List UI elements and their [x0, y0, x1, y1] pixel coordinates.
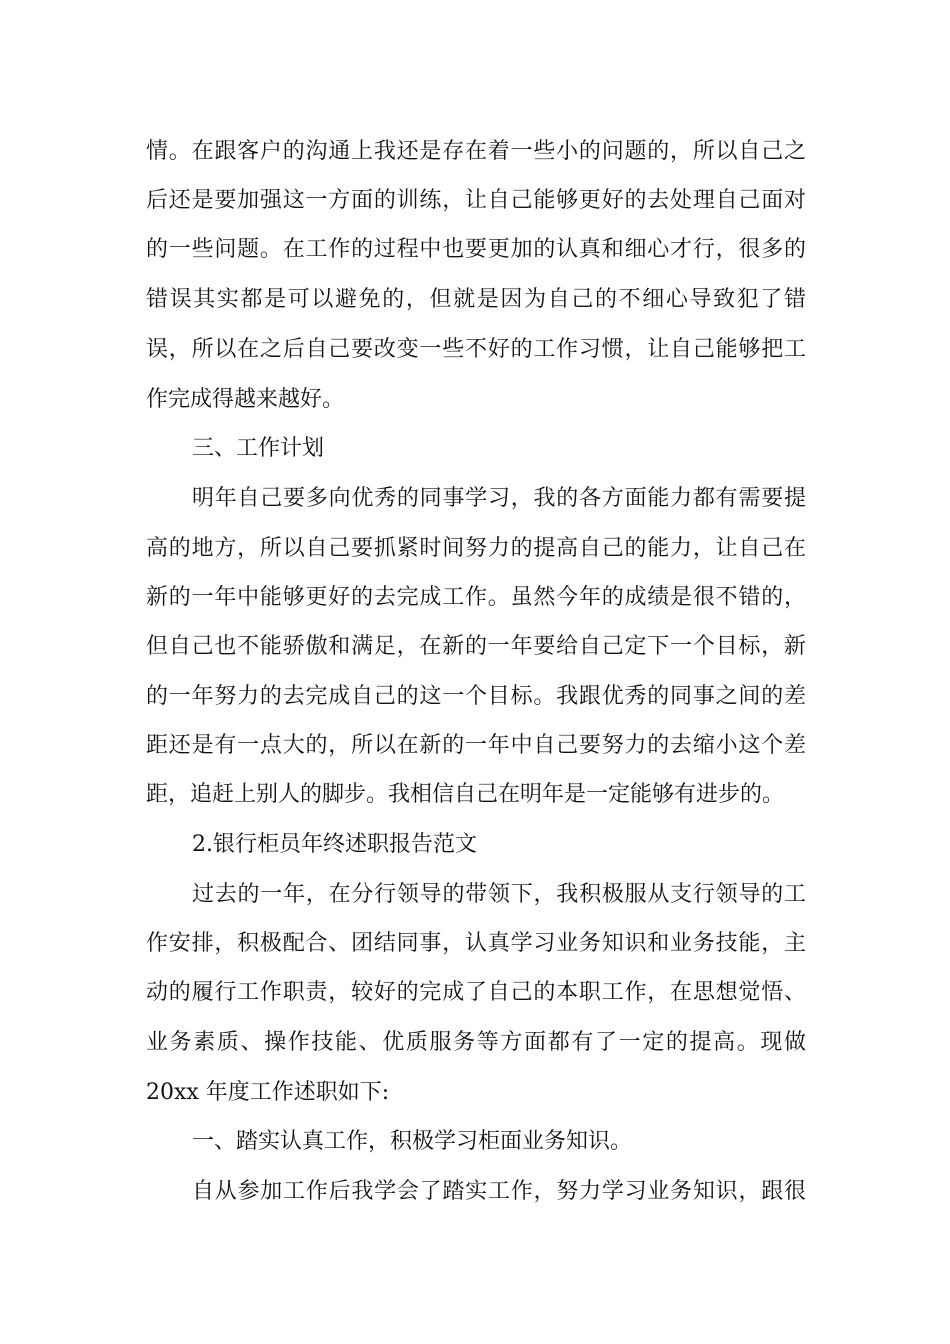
paragraph-line: 距还是有一点大的，所以在新的一年中自己要努力的去缩小这个差 [146, 733, 806, 758]
section-heading: 三、工作计划 [192, 436, 325, 461]
paragraph-line: 误，所以在之后自己要改变一些不好的工作习惯，让自己能够把工 [146, 337, 806, 362]
paragraph-line: 的一年努力的去完成自己的这一个目标。我跟优秀的同事之间的差 [146, 684, 806, 709]
paragraph-line: 过去的一年，在分行领导的带领下，我积极服从支行领导的工 [192, 882, 806, 907]
paragraph-line: 作安排，积极配合、团结同事，认真学习业务知识和业务技能，主 [146, 931, 806, 956]
paragraph-line: 的一些问题。在工作的过程中也要更加的认真和细心才行，很多的 [146, 237, 806, 262]
paragraph-line: 但自己也不能骄傲和满足，在新的一年要给自己定下一个目标，新 [146, 634, 806, 659]
paragraph-line: 新的一年中能够更好的去完成工作。虽然今年的成绩是很不错的， [146, 585, 806, 610]
paragraph-line: 作完成得越来越好。 [146, 387, 345, 412]
paragraph-line: 距，追赶上别人的脚步。我相信自己在明年是一定能够有进步的。 [146, 782, 785, 807]
paragraph-line: 动的履行工作职责，较好的完成了自己的本职工作，在思想觉悟、 [146, 980, 806, 1005]
paragraph-line: 明年自己要多向优秀的同事学习，我的各方面能力都有需要提 [192, 486, 806, 511]
paragraph-line: 自从参加工作后我学会了踏实工作，努力学习业务知识，跟很 [192, 1179, 806, 1204]
section-heading: 一、踏实认真工作，积极学习柜面业务知识。 [192, 1129, 633, 1154]
paragraph-line: 错误其实都是可以避免的，但就是因为自己的不细心导致犯了错 [146, 287, 806, 312]
paragraph-line: 业务素质、操作技能、优质服务等方面都有了一定的提高。现做 [146, 1030, 806, 1055]
paragraph-line: 情。在跟客户的沟通上我还是存在着一些小的问题的，所以自己之 [146, 139, 806, 164]
paragraph-line: 高的地方，所以自己要抓紧时间努力的提高自己的能力，让自己在 [146, 536, 806, 561]
paragraph-line: 后还是要加强这一方面的训练，让自己能够更好的去处理自己面对 [146, 188, 806, 213]
paragraph-line: 20xx 年度工作述职如下: [146, 1080, 390, 1105]
section-heading: 2.银行柜员年终述职报告范文 [192, 832, 477, 857]
